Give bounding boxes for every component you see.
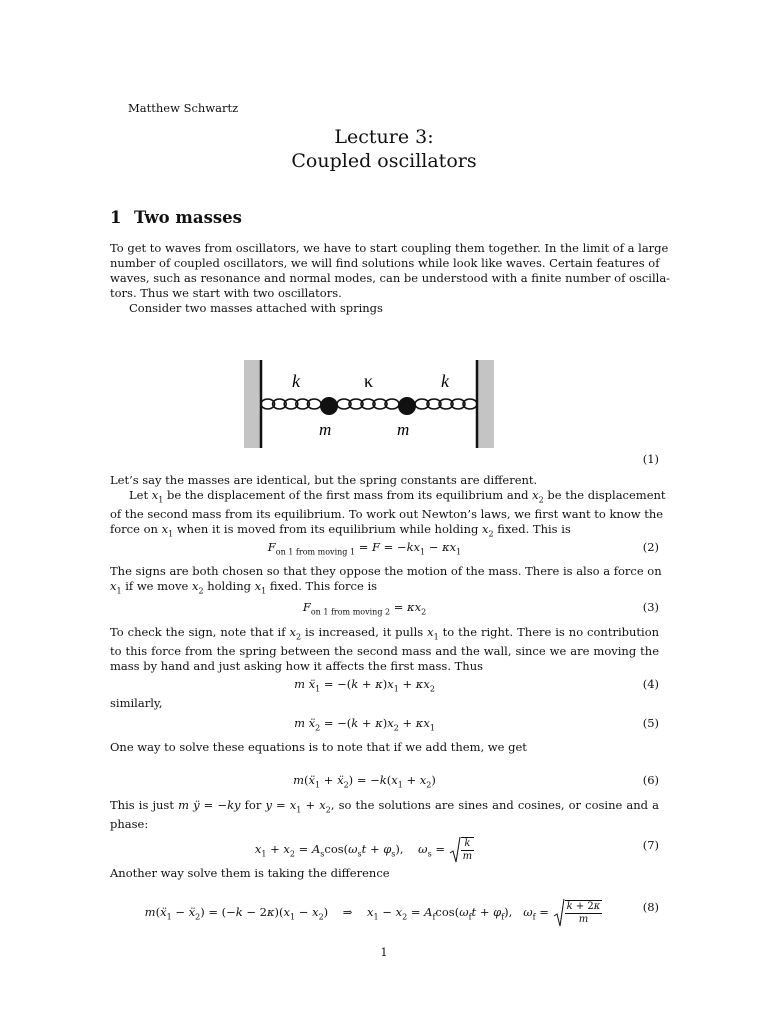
paragraph-line: Let’s say the masses are identical, but the spring constants are different. — [110, 473, 538, 487]
paragraph — [110, 866, 659, 881]
paragraph-line: force on $x_1$ when it is moved from its equilibrium while holding $x_2$ fixed. This is — [110, 522, 571, 539]
equation-number: (7) — [642, 838, 659, 852]
equation-row — [110, 716, 659, 736]
paragraph-line: mass by hand and just asking how it affects the first mass. Thus — [110, 659, 484, 674]
label-kappa: κ — [364, 371, 374, 391]
equation-row — [110, 677, 659, 697]
paragraph-line: Another way solve them is taking the difference — [110, 866, 390, 880]
equation: $F_{on 1 from moving 2} = \kappa x_2$ — [302, 600, 427, 617]
paragraph-line: One way to solve these equations is to note that if we add them, we get — [110, 740, 527, 754]
label-m-left: m — [319, 420, 332, 439]
paragraph-line: to this force from the spring between the second mass and the wall, since we are moving the — [110, 644, 659, 659]
paragraph-line: similarly, — [110, 696, 163, 710]
author-name: Matthew Schwartz — [128, 101, 239, 115]
section-number: 1 — [110, 208, 122, 227]
spring-coils — [261, 399, 477, 409]
paragraph — [110, 473, 666, 542]
paragraph-line: Consider two masses attached with springs — [129, 301, 383, 315]
equation-row — [110, 600, 659, 620]
paragraph-line: The signs are both chosen so that they oppose the motion of the mass. There is also a force on — [110, 564, 662, 578]
equation: m(ẍ$_1$ − ẍ$_2$) = $(-k - 2\kappa)(x_1 - x_2)$ ⇒ $x_1 - x_2 = A_f\cos(\omega_ft + \varphi_f)$, $\omega_f$ = $\frac{k + 2\kappa}{m}$ — [144, 901, 601, 925]
section-title: Two masses — [134, 208, 242, 227]
paragraph-line: tors. Thus we start with two oscillators. — [110, 286, 342, 300]
mass-right — [398, 397, 416, 415]
section-heading — [110, 208, 242, 227]
lecture-title: Lecture 3: — [334, 126, 434, 148]
equation-row — [110, 830, 659, 860]
equation-number: (6) — [642, 773, 659, 787]
paragraph-line: To get to waves from oscillators, we have to start coupling them together. In the limit of a large — [110, 241, 669, 255]
intro-paragraph — [110, 241, 671, 316]
equation: $x_1 + x_2 = A_s\cos(\omega_st + \varphi_s)$, $\omega_s$ = $\frac{k}{m}$ — [254, 838, 473, 862]
paragraph-line: waves, such as resonance and normal modes, can be understood with a finite number of oscilla- — [110, 271, 671, 285]
equation: m(ẍ$_1$ + ẍ$_2$) = $-k(x_1 + x_2)$ — [293, 773, 436, 790]
equation-number: (4) — [642, 677, 659, 691]
lecture-subtitle: Coupled oscillators — [291, 150, 477, 172]
paragraph-line: $x_1$ if we move $x_2$ holding $x_1$ fixed. This force is — [110, 579, 378, 596]
equation-number: (2) — [642, 540, 659, 554]
page-number: 1 — [380, 946, 388, 959]
paragraph-line: Let $x_1$ be the displacement of the first mass from its equilibrium and $x_2$ be the displacement — [129, 488, 666, 505]
equation-row — [110, 773, 659, 793]
paragraph — [110, 564, 662, 598]
equation-number: (1) — [642, 452, 659, 466]
left-wall — [244, 360, 260, 448]
equation-row — [110, 452, 659, 472]
label-k-right: k — [441, 371, 449, 391]
label-m-right: m — [397, 420, 410, 439]
paragraph — [110, 740, 659, 755]
equation: m ẍ$_1$ = $-(k + \kappa)x_1 + \kappa x_2$ — [294, 677, 435, 694]
label-k-left: k — [292, 371, 300, 391]
equation-row — [110, 540, 659, 560]
paragraph — [110, 798, 659, 832]
paragraph-line: number of coupled oscillators, we will find solutions while look like waves. Certain features of — [110, 256, 660, 270]
right-wall — [478, 360, 494, 448]
equation-number: (5) — [642, 716, 659, 730]
spring-mass-figure — [244, 360, 494, 448]
mass-left — [320, 397, 338, 415]
paragraph-line: This is just m ÿ = −ky for $y = x_1 + x_2$, so the solutions are sines and cosines, or cosine and a — [110, 798, 660, 815]
equation: $F_{on 1 from moving 1} = F = -kx_1 - \kappa x_1$ — [267, 540, 462, 557]
paragraph — [110, 696, 659, 711]
paragraph-line: of the second mass from its equilibrium. To work out Newton’s laws, we first want to know the — [110, 507, 664, 522]
equation-number: (8) — [642, 900, 659, 914]
equation: m ẍ$_2$ = $-(k + \kappa)x_2 + \kappa x_1$ — [294, 716, 435, 733]
paragraph-line: To check the sign, note that if $x_2$ is increased, it pulls $x_1$ to the right. There is no contribution — [110, 625, 660, 642]
paragraph-line: phase: — [110, 817, 149, 832]
paragraph — [110, 625, 659, 674]
equation-number: (3) — [642, 600, 659, 614]
equation-row — [110, 890, 659, 924]
